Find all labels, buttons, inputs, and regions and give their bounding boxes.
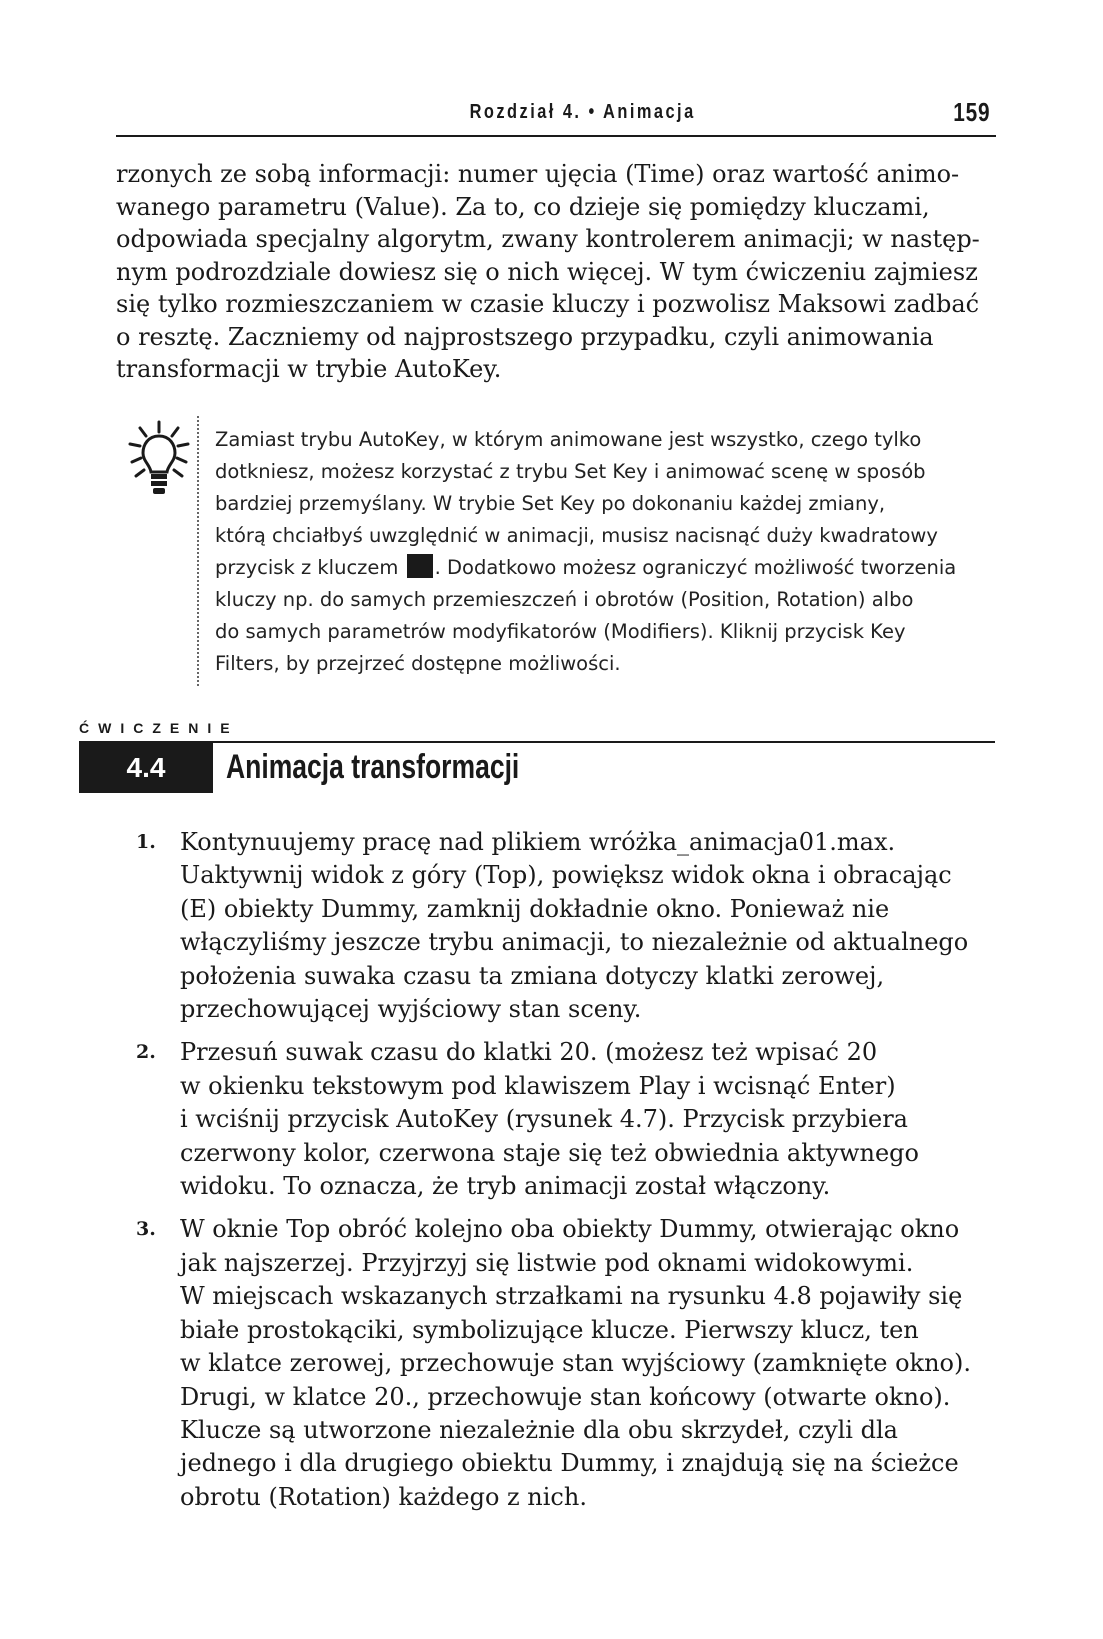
tip-box xyxy=(215,424,990,680)
intro-line: transformacji w trybie AutoKey. xyxy=(116,355,502,383)
intro-line: się tylko rozmieszczaniem w czasie kluczy i pozwolisz Maksowi zadbać xyxy=(116,290,980,318)
tip-line: bardziej przemyślany. W trybie Set Key po dokonaniu każdej zmiany, xyxy=(215,492,886,515)
lightbulb-icon xyxy=(126,418,192,498)
tip-text: przycisk z kluczem xyxy=(215,556,399,579)
step-line: Uaktywnij widok z góry (Top), powiększ widok okna i obracając xyxy=(180,861,952,890)
step-line: W oknie Top obróć kolejno oba obiekty Dummy, otwierając okno xyxy=(180,1215,960,1244)
tip-divider xyxy=(197,416,199,686)
tip-line: dotkniesz, możesz korzystać z trybu Set Key i animować scenę w sposób xyxy=(215,460,926,483)
chapter-title: Rozdział 4. • Animacja xyxy=(469,101,696,123)
page-header xyxy=(116,95,996,137)
list-item xyxy=(136,826,996,1026)
step-line: W miejscach wskazanych strzałkami na rysunku 4.8 pojawiły się xyxy=(180,1282,963,1311)
list-item xyxy=(136,1213,996,1514)
page-number: 159 xyxy=(952,97,990,127)
step-line: jak najszerzej. Przyjrzyj się listwie pod oknami widokowymi. xyxy=(180,1248,914,1277)
list-item xyxy=(136,1036,996,1203)
intro-line: rzonych ze sobą informacji: numer ujęcia (Time) oraz wartość animo- xyxy=(116,160,960,188)
exercise-divider xyxy=(79,741,995,743)
step-number: 3. xyxy=(136,1218,156,1241)
intro-line: odpowiada specjalny algorytm, zwany kontrolerem animacji; w następ- xyxy=(116,225,980,253)
step-line: widoku. To oznacza, że tryb animacji został włączony. xyxy=(180,1172,831,1201)
exercise-title: Animacja transformacji xyxy=(226,748,520,786)
step-number: 1. xyxy=(136,831,156,853)
step-line: czerwony kolor, czerwona staje się też obwiednia aktywnego xyxy=(180,1138,919,1167)
step-line: (E) obiekty Dummy, zamknij dokładnie okno. Ponieważ nie xyxy=(180,894,890,923)
exercise-label: ĆWICZENIE xyxy=(79,720,239,736)
tip-line: kluczy np. do samych przemieszczeń i obrotów (Position, Rotation) albo xyxy=(215,588,914,611)
tip-line: Zamiast trybu AutoKey, w którym animowane jest wszystko, czego tylko xyxy=(215,428,922,451)
step-line: Kontynuujemy pracę nad plikiem wróżka_animacja01.max. xyxy=(180,828,896,856)
step-line: i wciśnij przycisk AutoKey (rysunek 4.7). Przycisk przybiera xyxy=(180,1105,908,1134)
step-line: obrotu (Rotation) każdego z nich. xyxy=(180,1482,587,1511)
tip-line: Filters, by przejrzeć dostępne możliwości. xyxy=(215,652,621,675)
step-line: w okienku tekstowym pod klawiszem Play i wcisnąć Enter) xyxy=(180,1071,896,1100)
step-line: położenia suwaka czasu ta zmiana dotyczy klatki zerowej, xyxy=(180,961,885,990)
exercise-number: 4.4 xyxy=(79,743,213,793)
intro-line: o resztę. Zaczniemy od najprostszego przypadku, czyli animowania xyxy=(116,322,934,351)
tip-line xyxy=(215,552,990,584)
tip-line: do samych parametrów modyfikatorów (Modifiers). Kliknij przycisk Key xyxy=(215,620,906,643)
step-line: jednego i dla drugiego obiektu Dummy, i znajdują się na ścieżce xyxy=(180,1449,959,1478)
step-line: Przesuń suwak czasu do klatki 20. (możesz też wpisać 20 xyxy=(180,1038,878,1067)
step-number: 2. xyxy=(136,1041,156,1064)
step-line: Klucze są utworzone niezależnie dla obu skrzydeł, czyli dla xyxy=(180,1415,898,1444)
step-line: białe prostokąciki, symbolizujące klucze. Pierwszy klucz, ten xyxy=(180,1315,919,1344)
intro-line: wanego parametru (Value). Za to, co dzieje się pomiędzy kluczami, xyxy=(116,192,930,221)
step-line: w klatce zerowej, przechowuje stan wyjściowy (zamknięte okno). xyxy=(180,1349,971,1378)
tip-line: którą chciałbyś uwzględnić w animacji, musisz nacisnąć duży kwadratowy xyxy=(215,524,938,547)
set-key-button-icon xyxy=(407,554,433,578)
step-line: włączyliśmy jeszcze trybu animacji, to niezależnie od aktualnego xyxy=(180,928,969,957)
tip-text: . Dodatkowo możesz ograniczyć możliwość tworzenia xyxy=(434,556,957,579)
intro-line: nym podrozdziale dowiesz się o nich więcej. W tym ćwiczeniu zajmiesz xyxy=(116,257,978,286)
intro-paragraph xyxy=(116,158,996,386)
step-line: Drugi, w klatce 20., przechowuje stan końcowy (otwarte okno). xyxy=(180,1382,951,1411)
step-line: przechowującej wyjściowy stan sceny. xyxy=(180,995,642,1024)
steps-list xyxy=(136,826,996,1524)
